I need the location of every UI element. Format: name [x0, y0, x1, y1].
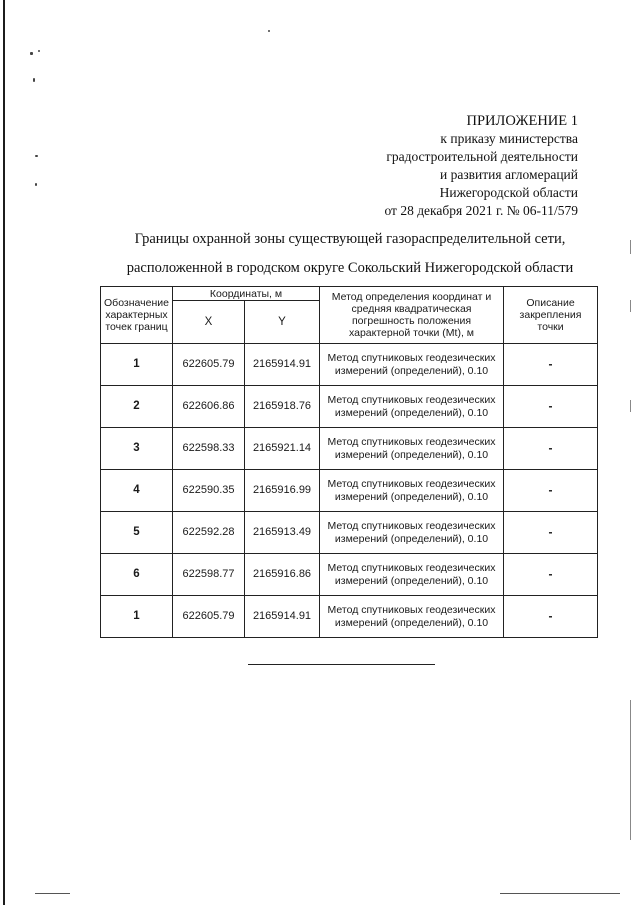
y-cell: 2165918.76 — [245, 386, 320, 428]
header-coordinates: Координаты, м — [173, 287, 320, 301]
scan-right-mark — [630, 700, 631, 840]
table-row — [101, 428, 598, 470]
document-title-line: Границы охранной зоны существующей газораспределительной сети, — [134, 231, 566, 247]
point-cell: 2 — [101, 386, 173, 428]
fixing-cell: - — [504, 512, 598, 554]
scan-speck — [35, 155, 38, 157]
point-cell: 5 — [101, 512, 173, 554]
table-row — [101, 596, 598, 638]
method-cell: Метод спутниковых геодезических измерений (определений), 0.10 — [320, 554, 504, 596]
point-cell: 4 — [101, 470, 173, 512]
scan-bottom-mark — [35, 893, 70, 894]
document-title-line: расположенной в городском округе Сокольский Нижегородской области — [126, 260, 574, 276]
x-cell: 622592.28 — [173, 512, 245, 554]
y-cell: 2165913.49 — [245, 512, 320, 554]
y-cell: 2165914.91 — [245, 344, 320, 386]
end-of-document-line — [248, 664, 435, 665]
scan-left-edge — [3, 0, 5, 905]
header-x: X — [173, 301, 245, 344]
scan-right-mark — [630, 300, 631, 312]
header-method: Метод определения координат и средняя квадратическая погрешность положения характерной точки (Mt), м — [320, 287, 504, 344]
fixing-cell: - — [504, 344, 598, 386]
method-cell: Метод спутниковых геодезических измерений (определений), 0.10 — [320, 428, 504, 470]
table-row — [101, 386, 598, 428]
table-row — [101, 512, 598, 554]
method-cell: Метод спутниковых геодезических измерений (определений), 0.10 — [320, 386, 504, 428]
appendix-line: градостроительной деятельности — [386, 149, 578, 164]
fixing-cell: - — [504, 554, 598, 596]
fixing-cell: - — [504, 428, 598, 470]
scan-speck — [30, 52, 33, 55]
y-cell: 2165916.86 — [245, 554, 320, 596]
header-y: Y — [245, 301, 320, 344]
table-row — [101, 470, 598, 512]
appendix-heading: ПРИЛОЖЕНИЕ 1 — [466, 113, 578, 129]
header-fixing: Описание закрепления точки — [504, 287, 598, 344]
point-cell: 1 — [101, 596, 173, 638]
point-cell: 6 — [101, 554, 173, 596]
y-cell: 2165921.14 — [245, 428, 320, 470]
point-cell: 3 — [101, 428, 173, 470]
x-cell: 622598.33 — [173, 428, 245, 470]
table-row — [101, 554, 598, 596]
x-cell: 622598.77 — [173, 554, 245, 596]
appendix-line: к приказу министерства — [440, 131, 578, 146]
appendix-header — [384, 112, 578, 220]
y-cell: 2165914.91 — [245, 596, 320, 638]
scan-right-mark — [630, 400, 631, 412]
scan-speck — [38, 50, 40, 52]
coordinates-table — [100, 286, 598, 638]
method-cell: Метод спутниковых геодезических измерений (определений), 0.10 — [320, 344, 504, 386]
x-cell: 622605.79 — [173, 344, 245, 386]
x-cell: 622606.86 — [173, 386, 245, 428]
scan-right-mark — [630, 240, 631, 254]
appendix-line: Нижегородской области — [439, 185, 578, 200]
y-cell: 2165916.99 — [245, 470, 320, 512]
scan-bottom-mark — [500, 893, 620, 894]
fixing-cell: - — [504, 470, 598, 512]
appendix-line: и развития агломераций — [439, 167, 578, 182]
point-cell: 1 — [101, 344, 173, 386]
header-point-id: Обозначение характерных точек границ — [101, 287, 173, 344]
scan-speck — [268, 30, 270, 32]
appendix-order-line: от 28 декабря 2021 г. № 06-11/579 — [384, 203, 578, 218]
x-cell: 622605.79 — [173, 596, 245, 638]
fixing-cell: - — [504, 386, 598, 428]
x-cell: 622590.35 — [173, 470, 245, 512]
table-row — [101, 344, 598, 386]
method-cell: Метод спутниковых геодезических измерений (определений), 0.10 — [320, 596, 504, 638]
document-title — [100, 225, 600, 283]
scan-speck — [35, 183, 37, 186]
scan-speck — [33, 78, 35, 82]
method-cell: Метод спутниковых геодезических измерений (определений), 0.10 — [320, 512, 504, 554]
method-cell: Метод спутниковых геодезических измерений (определений), 0.10 — [320, 470, 504, 512]
fixing-cell: - — [504, 596, 598, 638]
